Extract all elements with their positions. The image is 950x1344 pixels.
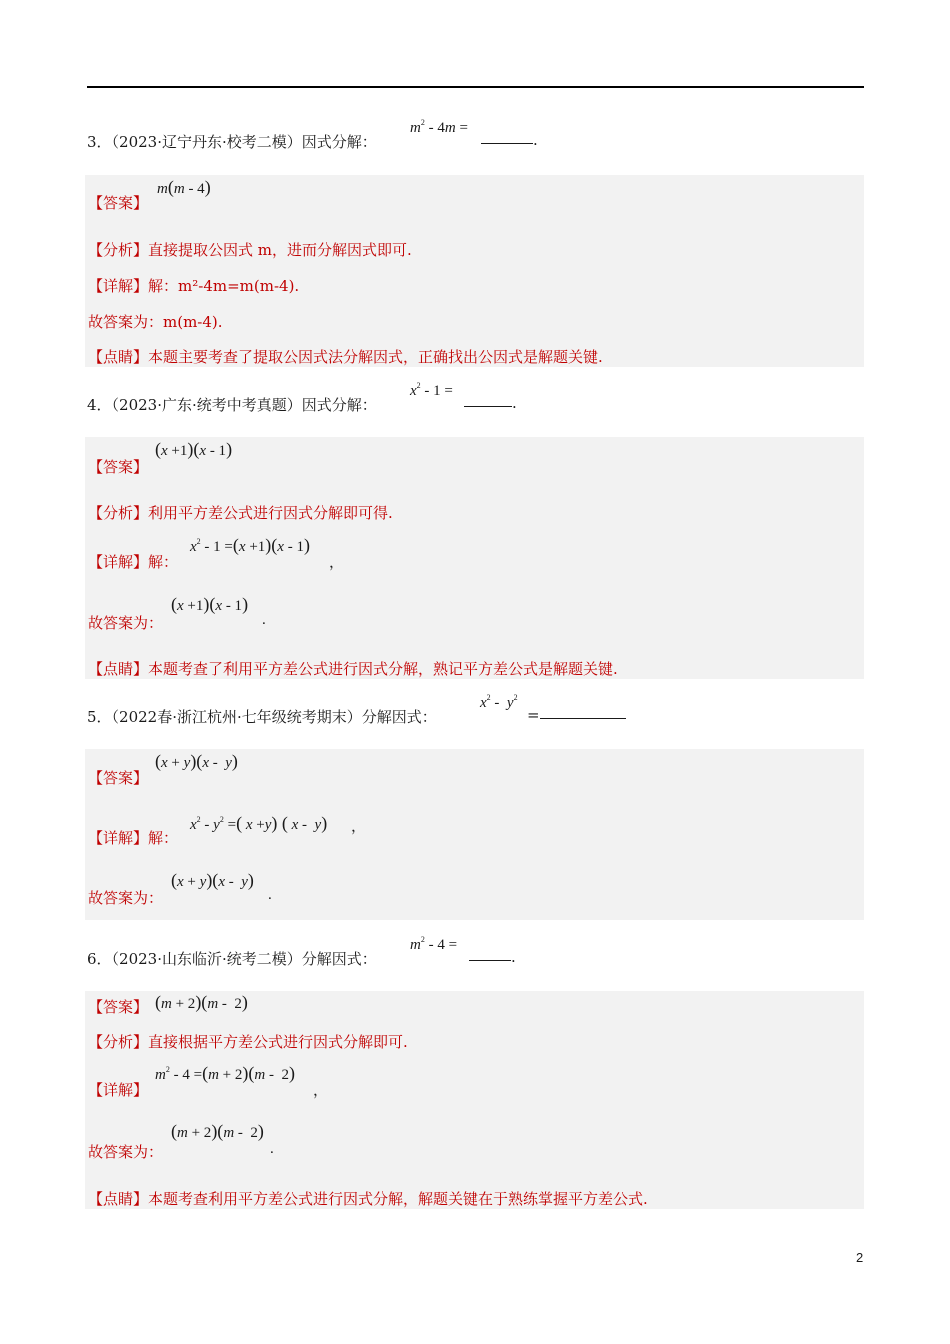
question-4-expression: $x^2 - 1$ = [410, 381, 453, 399]
point-row: 【点睛】本题考查了利用平方差公式进行因式分解，熟记平方差公式是解题关键. [88, 660, 618, 678]
conclusion-suffix: . [268, 887, 272, 903]
answer-row: 【答案】 [88, 769, 149, 787]
question-5-expression: $x^2 - y^2$ [480, 693, 518, 711]
solution-box-4 [85, 437, 864, 679]
question-3-expression: $m^2 - 4m$ = [410, 118, 468, 136]
detail-row: 【详解】解： [88, 829, 179, 847]
conclusion-expression: (x +1)(x - 1) [171, 594, 249, 614]
analysis-row: 【分析】直接根据平方差公式进行因式分解即可. [88, 1033, 408, 1051]
conclusion-row: 故答案为： [88, 889, 164, 907]
detail-row: 【详解】 [88, 1081, 149, 1099]
question-4-stem: 4．（2023·广东·统考中考真题）因式分解： [87, 396, 377, 414]
detail-expression: $x^2 - 1 =(x +1)(x - 1)$ [190, 535, 310, 555]
conclusion-row: 故答案为： [88, 614, 164, 632]
answer-row: 【答案】 [88, 998, 149, 1016]
question-6-stem: 6．（2023·山东临沂·统考二模）分解因式： [87, 950, 377, 968]
analysis-row: 【分析】直接提取公因式 m，进而分解因式即可. [88, 241, 412, 259]
answer-expression: (x +1)(x - 1) [155, 439, 233, 459]
conclusion-row: 故答案为：m(m-4). [88, 313, 223, 331]
detail-row: 【详解】解： [88, 553, 179, 571]
answer-expression: m(m - 4) [157, 177, 211, 197]
question-3-stem: 3．（2023·辽宁丹东·校考二模）因式分解： [87, 133, 377, 151]
point-row: 【点睛】本题考查利用平方差公式进行因式分解，解题关键在于熟练掌握平方差公式. [88, 1190, 648, 1208]
header-rule [87, 86, 864, 88]
question-6-expression: $m^2 - 4$ = [410, 935, 458, 953]
analysis-row: 【分析】利用平方差公式进行因式分解即可得. [88, 504, 393, 522]
detail-suffix: ， [313, 1083, 329, 1099]
answer-row: 【答案】 [88, 458, 149, 476]
answer-expression: (x + y)(x - y) [155, 751, 238, 771]
detail-suffix: ， [351, 819, 367, 835]
point-row: 【点睛】本题主要考查了提取公因式法分解因式，正确找出公因式是解题关键. [88, 348, 603, 366]
conclusion-expression: (x + y)(x - y) [171, 870, 254, 890]
question-6-blank: . [469, 948, 516, 966]
question-3-blank: . [481, 131, 538, 149]
question-5-blank: = [527, 706, 626, 724]
question-5-stem: 5．（2022春·浙江杭州·七年级统考期末）分解因式： [87, 708, 437, 726]
question-4-blank: . [464, 394, 517, 412]
solution-box-6 [85, 991, 864, 1209]
conclusion-suffix: . [270, 1141, 274, 1157]
conclusion-row: 故答案为： [88, 1143, 164, 1161]
page-number: 2 [856, 1250, 864, 1265]
detail-suffix: ， [329, 555, 345, 571]
conclusion-suffix: . [262, 612, 266, 628]
conclusion-expression: (m + 2)(m - 2) [171, 1121, 264, 1141]
solution-box-3 [85, 175, 864, 367]
detail-expression: $x^2 - y^2$ =( x +y) ( x - y) [190, 813, 328, 833]
detail-row: 【详解】解：m²-4m=m(m-4). [88, 277, 300, 295]
answer-row: 【答案】 [88, 194, 149, 212]
solution-box-5 [85, 749, 864, 920]
detail-expression: $m^2 - 4 =(m + 2)(m - 2)$ [155, 1063, 295, 1083]
answer-expression: (m + 2)(m - 2) [155, 992, 248, 1012]
